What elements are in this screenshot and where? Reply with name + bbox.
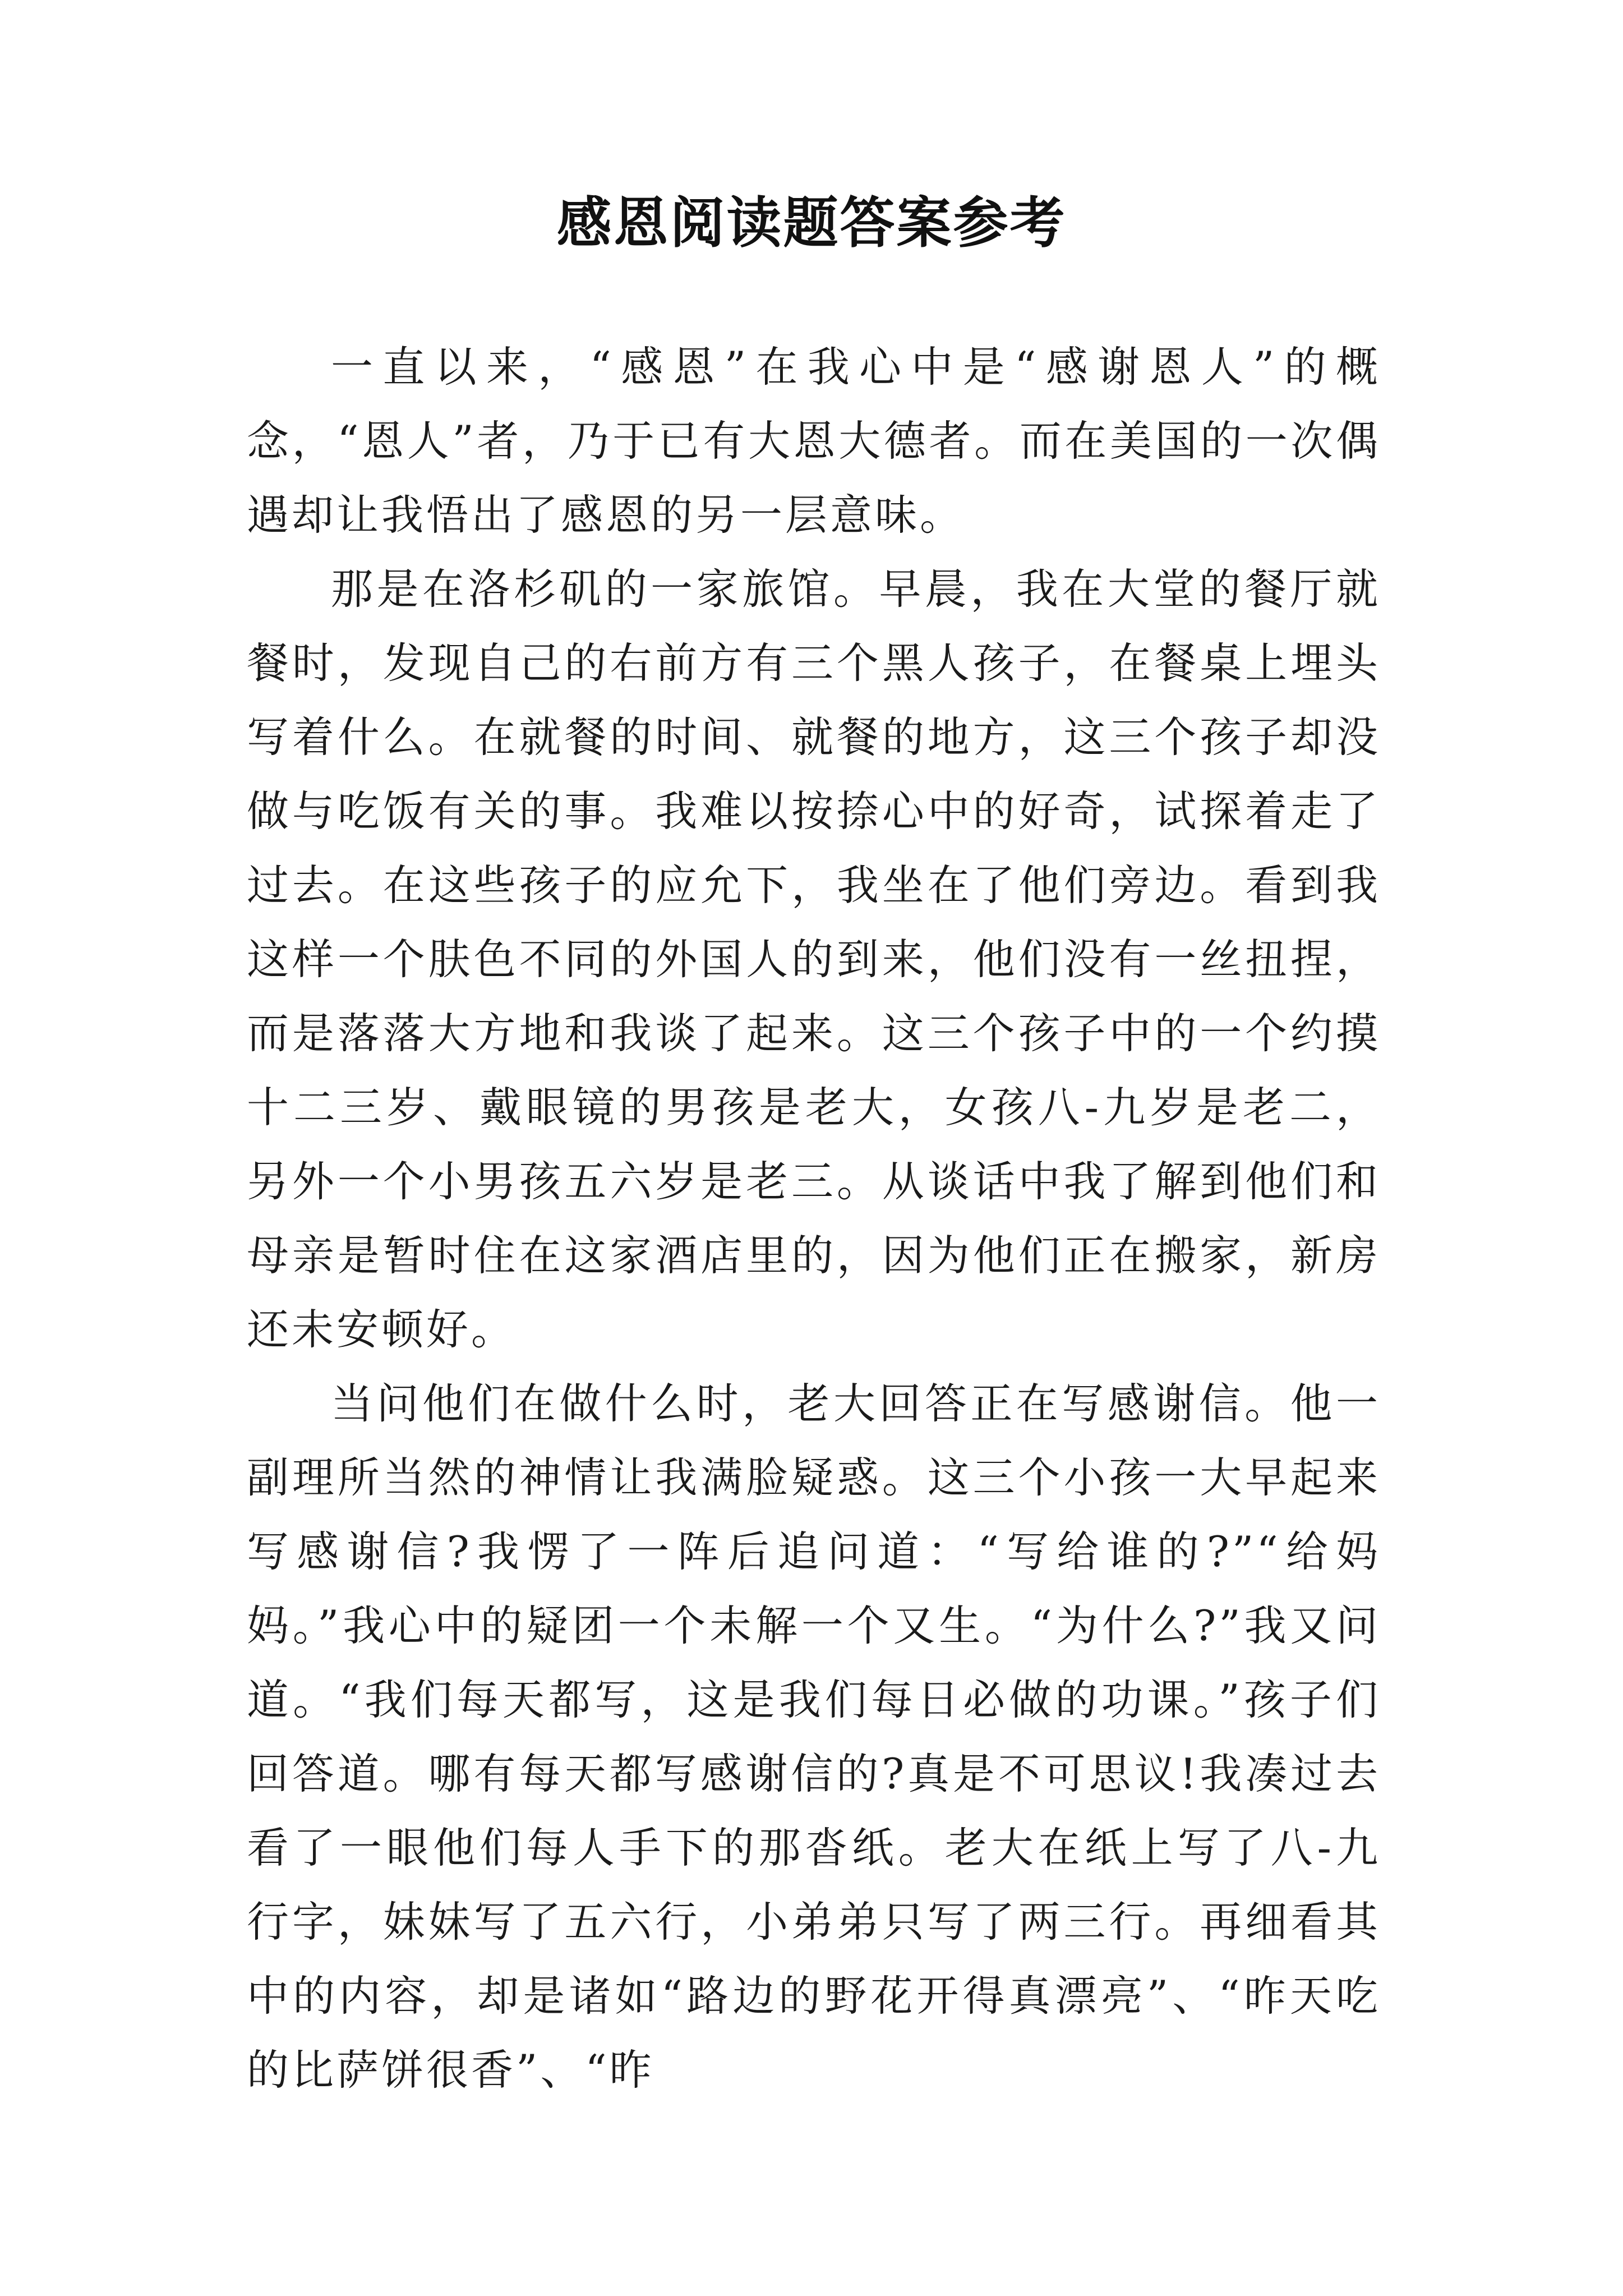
document-body — [247, 330, 1381, 2107]
paragraph-3: 当问他们在做什么时，老大回答正在写感谢信。他一副理所当然的神情让我满脸疑惑。这三个小孩一大早起来写感谢信?我愣了一阵后追问道：“写给谁的?”“给妈妈。”我心中的疑团一个未解一个又生。“为什么?”我又问道。“我们每天都写，这是我们每日必做的功课。”孩子们回答道。哪有每天都写感谢信的?真是不可思议!我凑过去看了一眼他们每人手下的那沓纸。老大在纸上写了八-九行字，妹妹写了五六行，小弟弟只写了两三行。再细看其中的内容，却是诸如“路边的野花开得真漂亮”、“昨天吃的比萨饼很香”、“昨 — [247, 1379, 1381, 2095]
document-title: 感恩阅读题答案参考 — [556, 191, 1067, 255]
paragraph-2: 那是在洛杉矶的一家旅馆。早晨，我在大堂的餐厅就餐时，发现自己的右前方有三个黑人孩子，在餐桌上埋头写着什么。在就餐的时间、就餐的地方，这三个孩子却没做与吃饭有关的事。我难以按捺心中的好奇，试探着走了过去。在这些孩子的应允下，我坐在了他们旁边。看到我这样一个肤色不同的外国人的到来，他们没有一丝扭捏，而是落落大方地和我谈了起来。这三个孩子中的一个约摸十二三岁、戴眼镜的男孩是老大，女孩八-九岁是老二，另外一个小男孩五六岁是老三。从谈话中我了解到他们和母亲是暂时住在这家酒店里的，因为他们正在搬家，新房还未安顿好。 — [247, 564, 1381, 1354]
paragraph-1: 一直以来，“感恩”在我心中是“感谢恩人”的概念，“恩人”者，乃于已有大恩大德者。而在美国的一次偶遇却让我悟出了感恩的另一层意味。 — [247, 342, 1381, 540]
